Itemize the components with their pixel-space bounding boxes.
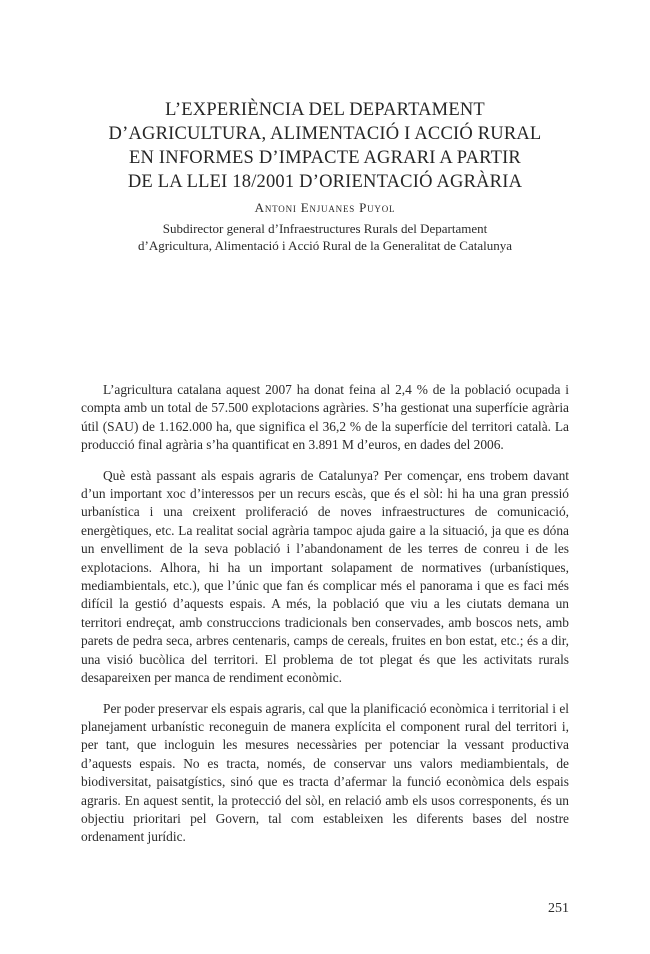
body-paragraph: Què està passant als espais agraris de Catalunya? Per començar, ens trobem davant d’un important xoc d’interessos per un recurs escàs, que és el sòl: hi ha una gran pressió urbanística i una creixent proliferació de noves infraestructures de comunicació, energètiques, etc. La realitat social agrària tampoc ajuda gaire a la situació, ja que es dóna un envelliment de la seva població i l’abandonament de les terres de conreu i de les explotacions. Alhora, hi ha un important solapament de normatives (urbanístiques, mediambientals, etc.), que l’únic que fan és complicar més el panorama i que es faci més difícil la gestió d’aquests espais. A més, la població que viu a les ciutats demana un territori endreçat, amb construccions tradicionals ben conservades, amb boscos nets, amb parets de pedra seca, arbres centenaris, camps de cereals, fruites en bon estat, etc.; és a dir, una visió bucòlica del territori. El problema de tot plegat és que les activitats rurals desapareixen per manca de rendiment econòmic. bbox=[81, 467, 569, 686]
article-body bbox=[81, 381, 569, 859]
body-paragraph: Per poder preservar els espais agraris, cal que la planificació econòmica i territorial i el planejament urbanístic reconeguin de manera explícita el component rural del territori i, per tant, que incloguin les mesures necessàries per potenciar la vessant productiva d’aquests espais. No es tracta, només, de conservar uns valors mediambientals, de biodiversitat, paisatgístics, sinó que es tracta d’afermar la funció econòmica dels espais agraris. En aquest sentit, la protecció del sòl, en relació amb els usos corresponents, és un objectiu prioritari pel Govern, tal com estableixen les diferents bases del nostre ordenament jurídic. bbox=[81, 700, 569, 845]
page-number: 251 bbox=[548, 901, 569, 916]
title-line: EN INFORMES D’IMPACTE AGRARI A PARTIR bbox=[129, 148, 521, 168]
body-paragraph: L’agricultura catalana aquest 2007 ha donat feina al 2,4 % de la població ocupada i compta amb un total de 57.500 explotacions agràries. S’ha gestionat una superfície agrària útil (SAU) de 1.162.000 ha, que significa el 36,2 % de la superfície del territori català. La producció final agrària s’ha quantificat en 3.891 M d’euros, en dades del 2006. bbox=[81, 382, 569, 453]
title-line: L’EXPERIÈNCIA DEL DEPARTAMENT bbox=[165, 100, 485, 120]
article-title bbox=[60, 98, 590, 194]
author-affiliation bbox=[60, 220, 590, 254]
title-line: DE LA LLEI 18/2001 D’ORIENTACIÓ AGRÀRIA bbox=[127, 172, 523, 192]
title-line: D’AGRICULTURA, ALIMENTACIÓ I ACCIÓ RURAL bbox=[108, 124, 542, 144]
affiliation-line: d’Agricultura, Alimentació i Acció Rural de la Generalitat de Catalunya bbox=[138, 238, 512, 253]
author-name: Antoni Enjuanes Puyol bbox=[254, 200, 396, 215]
affiliation-line: Subdirector general d’Infraestructures Rurals del Departament bbox=[162, 221, 488, 236]
